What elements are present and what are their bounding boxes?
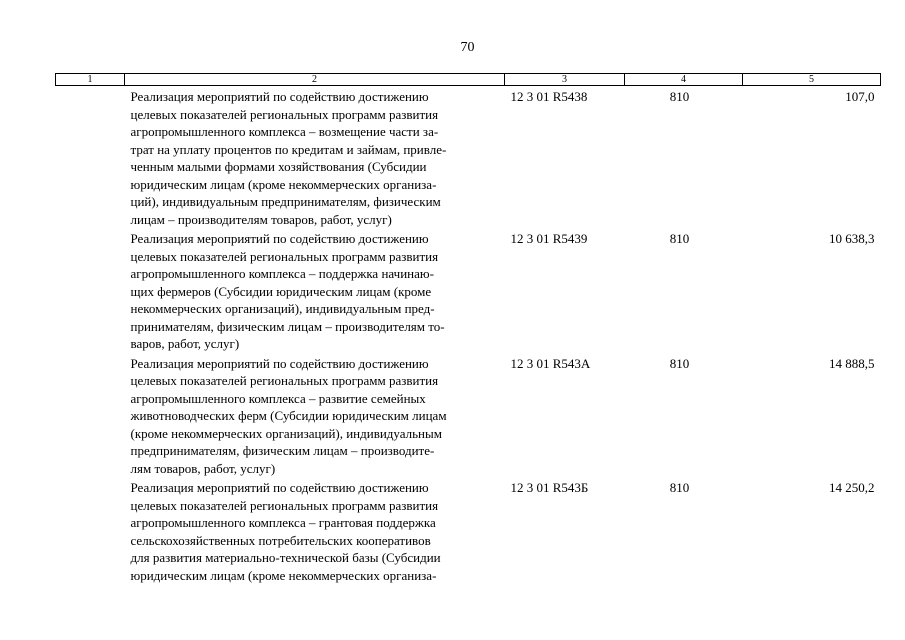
header-col-1: 1	[56, 74, 125, 86]
budget-table	[55, 73, 881, 584]
row-number-cell	[56, 353, 125, 478]
row-type-cell: 810	[669, 480, 690, 495]
header-col-2: 2	[125, 74, 505, 86]
row-number-cell	[56, 228, 125, 353]
row-number-cell	[56, 86, 125, 229]
row-name-cell: Реализация мероприятий по содействию достижению целевых показателей региональных программ развития агропромышленного комплекса – развитие семейных животноводческих ферм (Субсидии юридическим лицам (кроме некоммерческих организаций), индивидуальным предпринимателям, физическим лицам – производите- лям товаров, работ, услуг)	[130, 355, 447, 476]
row-amount-cell: 107,0	[845, 89, 875, 104]
row-number-cell	[56, 477, 125, 584]
row-code-cell: 12 3 01 R5438	[510, 89, 588, 104]
row-code-cell: 12 3 01 R5439	[510, 231, 588, 246]
header-row	[56, 74, 881, 86]
row-name-cell: Реализация мероприятий по содействию достижению целевых показателей региональных программ развития агропромышленного комплекса – возмещение части за- трат на уплату процентов по кредитам и займам, привле- ченным малыми формами хозяйствования (Субсидии юридическим лицам (кроме некоммерческих организа- ций), индивидуальным предпринимателям, физическим лицам – производителям товаров, работ, услуг)	[130, 89, 447, 227]
row-type-cell: 810	[669, 89, 690, 104]
row-amount-cell: 10 638,3	[829, 231, 875, 246]
row-type-cell: 810	[669, 231, 690, 246]
row-name-cell: Реализация мероприятий по содействию достижению целевых показателей региональных программ развития агропромышленного комплекса – поддержка начинаю- щих фермеров (Субсидии юридическим лицам (кроме некоммерческих организаций), индивидуальным пред- принимателям, физическим лицам – производителям то- варов, работ, услуг)	[130, 231, 445, 351]
row-amount-cell: 14 888,5	[829, 355, 875, 371]
table-row	[56, 86, 881, 229]
header-col-3: 3	[505, 74, 625, 86]
header-col-5: 5	[743, 74, 881, 86]
row-amount-cell: 14 250,2	[829, 480, 875, 495]
row-type-cell: 810	[669, 355, 690, 371]
table-row	[56, 228, 881, 353]
header-col-4: 4	[625, 74, 743, 86]
table-body	[56, 86, 881, 585]
row-code-cell: 12 3 01 R543Б	[510, 480, 589, 495]
page-number: 70	[460, 40, 475, 55]
table-header	[56, 74, 881, 86]
table-row	[56, 353, 881, 478]
row-code-cell: 12 3 01 R543А	[510, 355, 591, 371]
table-row	[56, 477, 881, 584]
row-name-cell: Реализация мероприятий по содействию достижению целевых показателей региональных программ развития агропромышленного комплекса – грантовая поддержка сельскохозяйственных потребительских кооперативов для развития материально-технической базы (Субсидии юридическим лицам (кроме некоммерческих организа-	[130, 480, 441, 583]
